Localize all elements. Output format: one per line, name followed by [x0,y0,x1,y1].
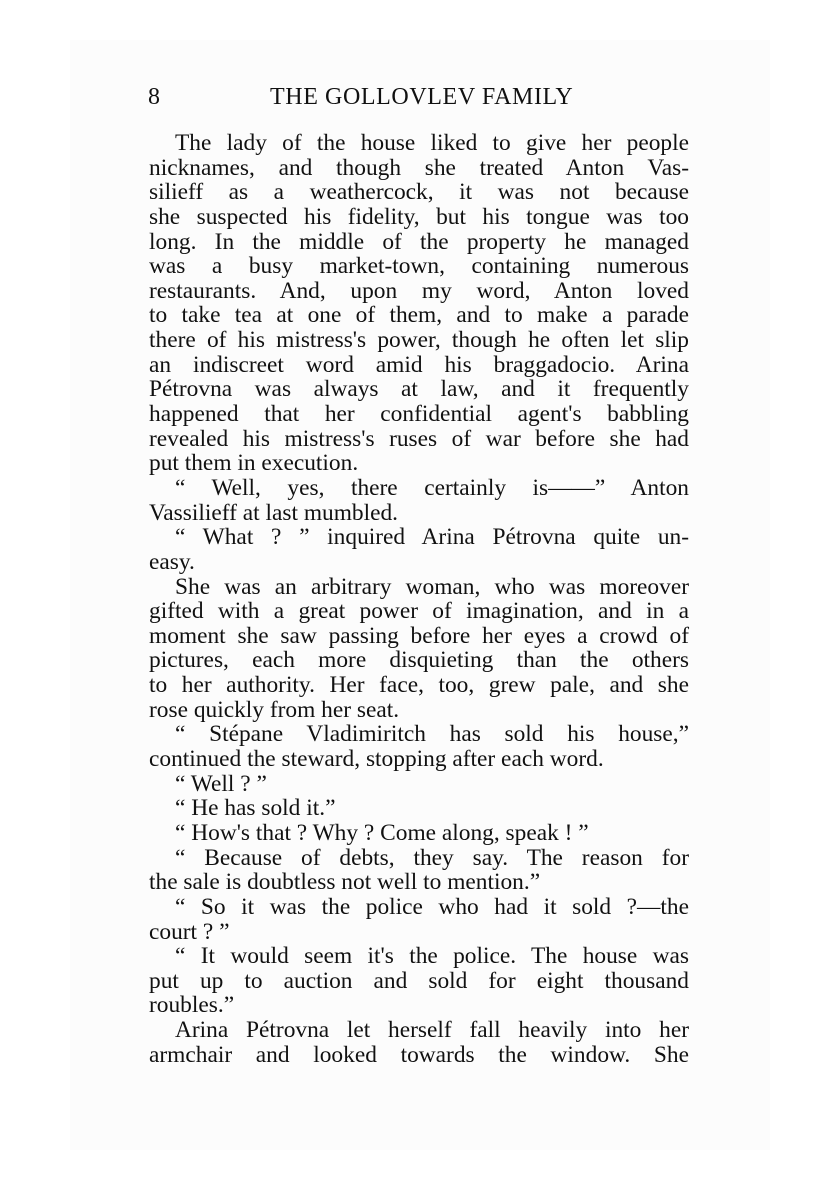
page-number: 8 [148,84,161,110]
text-line: “ Stépane Vladimiritch has sold his house,” [175,721,689,748]
text-line: “ Well, yes, there certainly is——” Anton [175,474,689,501]
text-line: court ? ” [149,918,230,945]
text-line: easy. [149,548,195,575]
text-line: revealed his mistress's ruses of war before she had [149,425,689,452]
text-line: silieff as a weathercock, it was not because [149,179,689,206]
text-line: she suspected his fidelity, but his tongue was too [149,203,689,230]
text-line: The lady of the house liked to give her people [175,130,689,156]
text-line: to her authority. Her face, too, grew pale, and she [149,672,689,699]
text-line: “ What ? ” inquired Arina Pétrovna quite un- [175,524,689,551]
text-line: continued the steward, stopping after each word. [149,746,604,773]
text-line: Arina Pétrovna let herself fall heavily into her [175,1017,689,1044]
text-line: “ Because of debts, they say. The reason for [175,844,689,871]
body-text [149,131,689,1067]
text-line: rose quickly from her seat. [149,696,400,723]
text-line: restaurants. And, upon my word, Anton loved [149,277,689,304]
text-line: armchair and looked towards the window. She [149,1041,689,1068]
text-line: Pétrovna was always at law, and it frequently [149,376,689,403]
text-line: roubles.” [149,992,235,1019]
text-line: pictures, each more disquieting than the others [149,647,689,674]
text-line: moment she saw passing before her eyes a crowd of [149,622,689,649]
text-line: “ How's that ? Why ? Come along, speak ! ” [175,819,589,846]
page-header [148,84,693,114]
text-line: gifted with a great power of imagination, and in a [149,598,689,625]
text-line: happened that her confidential agent's babbling [149,401,689,428]
text-line: was a busy market-town, containing numerous [149,253,689,280]
text-line: “ He has sold it.” [175,795,336,822]
text-line: an indiscreet word amid his braggadocio. Arina [149,351,689,378]
text-line: put up to auction and sold for eight thousand [149,967,689,994]
text-line: the sale is doubtless not well to mention.” [149,869,541,896]
text-line: “ So it was the police who had it sold ?—the [175,893,689,920]
text-line: “ It would seem it's the police. The house was [175,943,689,970]
text-line: She was an arbitrary woman, who was moreover [175,573,689,600]
text-line: to take tea at one of them, and to make a parade [149,302,689,329]
text-line: nicknames, and though she treated Anton Vas- [149,154,689,181]
text-line: put them in execution. [149,450,359,477]
text-line: Vassilieff at last mumbled. [149,499,399,526]
running-title: THE GOLLOVLEV FAMILY [270,84,574,110]
text-line: “ Well ? ” [175,770,267,797]
text-line: there of his mistress's power, though he often let slip [149,327,689,354]
text-line: long. In the middle of the property he managed [149,228,689,255]
